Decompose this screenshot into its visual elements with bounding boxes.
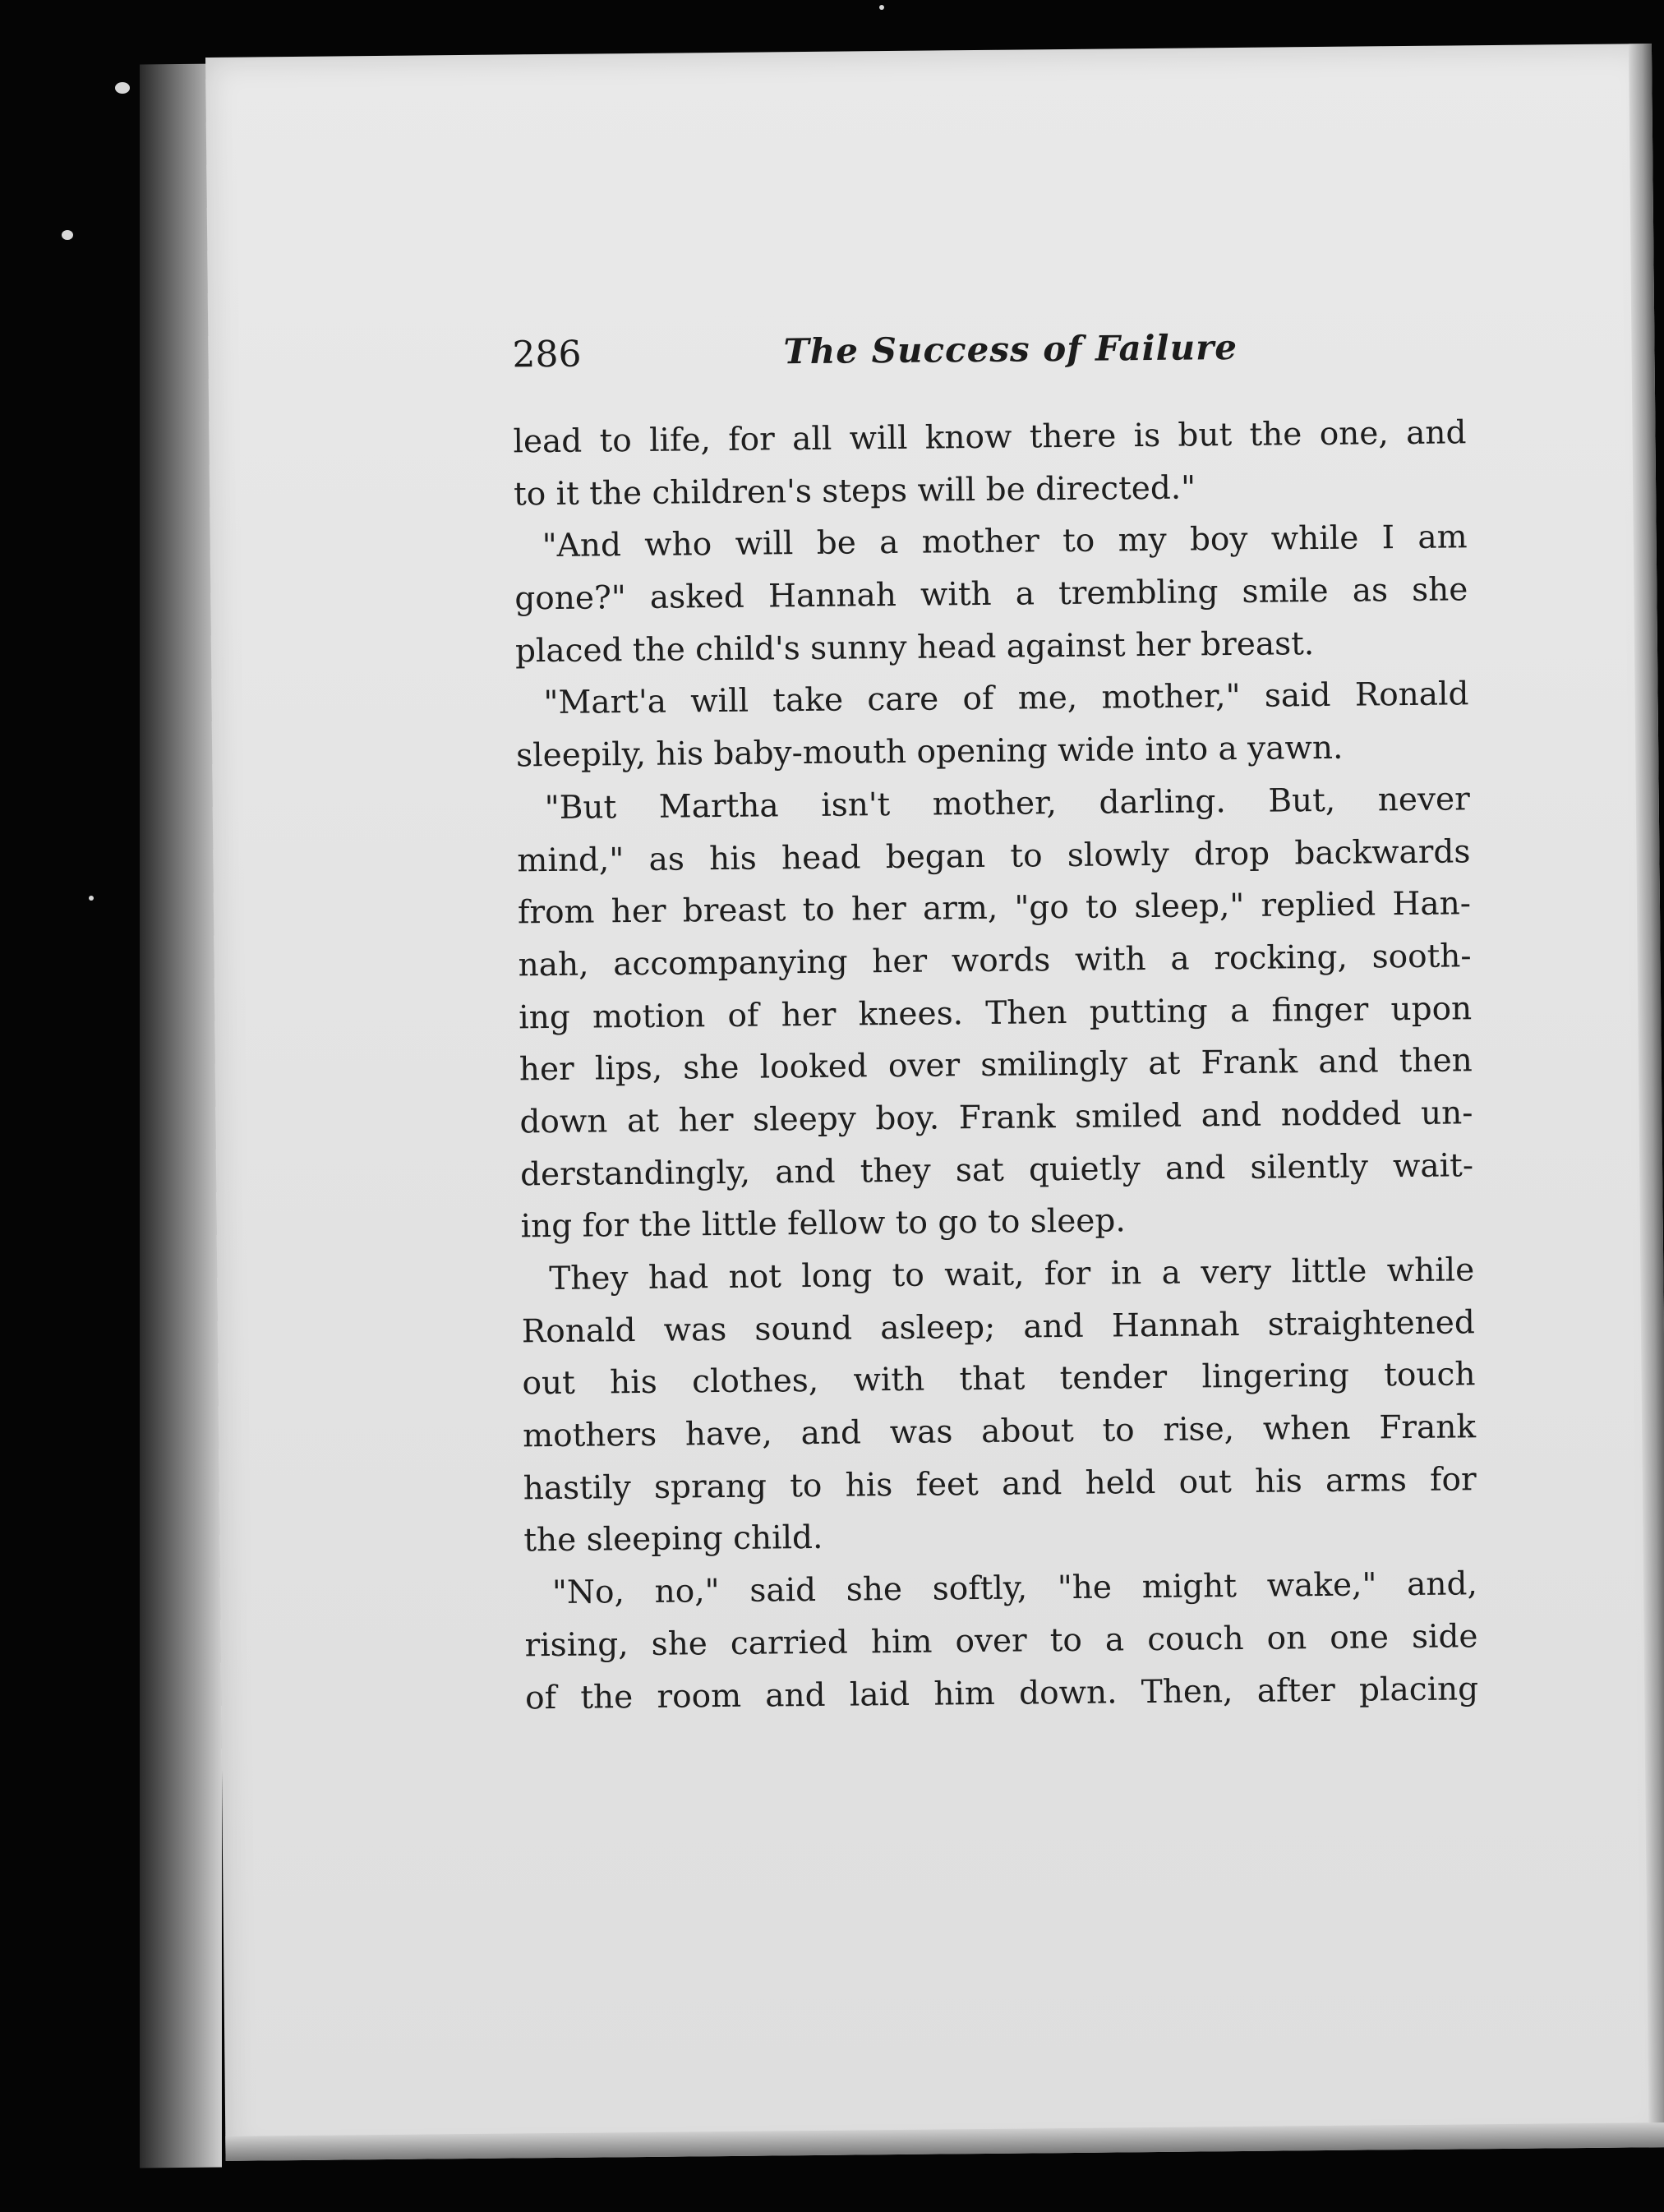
text-line: sleepily, his baby-mouth opening wide into a yawn. <box>515 729 1344 775</box>
text-line: derstandingly, and they sat quietly and silently wait- <box>519 1146 1474 1194</box>
dust-speck <box>62 230 73 240</box>
text-line: placed the child's sunny head against her breast. <box>514 624 1315 671</box>
text-line: "But Martha isn't mother, darling. But, never <box>544 781 1470 827</box>
body-text <box>513 407 1478 1724</box>
text-line: from her breast to her arm, "go to sleep," replied Han- <box>517 885 1472 932</box>
text-line: ing for the little fellow to go to sleep. <box>520 1202 1126 1246</box>
text-line: "And who will be a mother to my boy while I am <box>542 518 1468 565</box>
book-page <box>205 44 1664 2161</box>
dust-speck <box>879 5 884 10</box>
page-number: 286 <box>512 333 582 376</box>
text-line: lead to life, for all will know there is but the one, and <box>513 414 1467 461</box>
text-line: hastily sprang to his feet and held out his arms for <box>523 1460 1477 1508</box>
text-line: ing motion of her knees. Then putting a finger upon <box>519 989 1473 1036</box>
text-line: gone?" asked Hannah with a trembling smile as she <box>514 571 1468 618</box>
dust-speck <box>115 82 130 94</box>
text-line: of the room and laid him down. Then, after placing <box>524 1670 1479 1717</box>
text-line: her lips, she looked over smilingly at Frank and then <box>519 1042 1473 1089</box>
text-line: the sleeping child. <box>523 1519 823 1560</box>
running-header <box>512 325 1425 400</box>
running-title: The Success of Failure <box>783 326 1238 372</box>
text-line: rising, she carried him over to a couch on one side <box>524 1618 1478 1665</box>
page-right-edge <box>1629 44 1664 2147</box>
text-line: nah, accompanying her words with a rocking, sooth- <box>518 938 1472 984</box>
text-line: to it the children's steps will be directed." <box>513 469 1196 514</box>
dust-speck <box>89 896 94 901</box>
text-line: down at her sleepy boy. Frank smiled and nodded un- <box>519 1094 1473 1141</box>
page-bottom-edge <box>225 2122 1664 2161</box>
text-line: Ronald was sound asleep; and Hannah straightened <box>521 1303 1476 1351</box>
text-line: mothers have, and was about to rise, when Frank <box>522 1408 1477 1455</box>
text-line: "Mart'a will take care of me, mother," said Ronald <box>543 675 1469 722</box>
text-line: They had not long to wait, for in a very little while <box>549 1251 1475 1298</box>
text-line: out his clothes, with that tender lingering touch <box>522 1356 1476 1403</box>
text-line: mind," as his head began to slowly drop backwards <box>517 832 1471 879</box>
text-line: "No, no," said she softly, "he might wake," and, <box>551 1565 1478 1612</box>
